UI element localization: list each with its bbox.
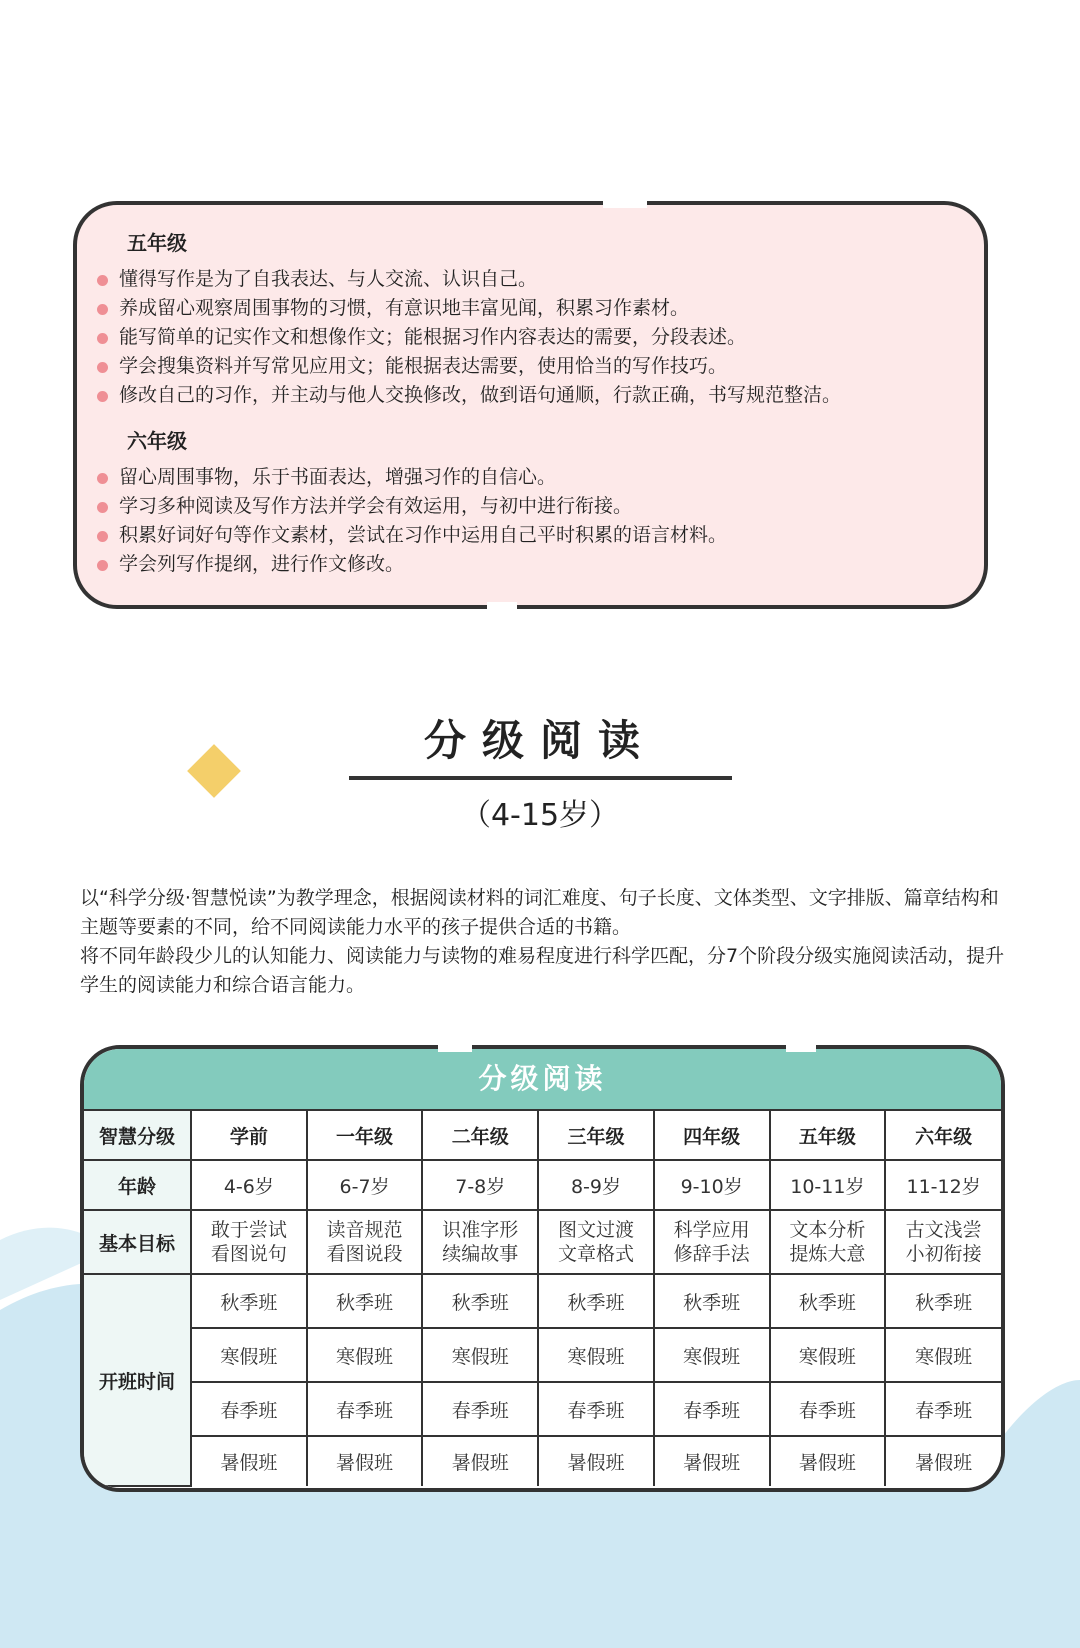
- grade-header-cell: 四年级: [654, 1110, 770, 1160]
- goal-line: 科学应用: [673, 1219, 750, 1241]
- goal-item: 修改自己的习作，并主动与他人交换修改，做到语句通顺，行款正确，书写规范整洁。: [97, 381, 841, 410]
- row-label-level: 智慧分级: [84, 1110, 191, 1160]
- card-border-gap: [438, 1042, 472, 1052]
- age-cell: 6-7岁: [307, 1160, 423, 1210]
- goal-line: 修辞手法: [673, 1243, 750, 1265]
- session-cell: 寒假班: [191, 1328, 307, 1382]
- age-cell: 11-12岁: [885, 1160, 1001, 1210]
- session-cell: 暑假班: [654, 1436, 770, 1486]
- session-cell: 秋季班: [422, 1274, 538, 1328]
- goal-line: 续编故事: [442, 1243, 519, 1265]
- session-cell: 寒假班: [770, 1328, 886, 1382]
- age-cell: 9-10岁: [654, 1160, 770, 1210]
- goal-line: 读音规范: [326, 1219, 403, 1241]
- session-cell: 暑假班: [191, 1436, 307, 1486]
- grade5-title: 五年级: [127, 231, 187, 255]
- grade-header-cell: 二年级: [422, 1110, 538, 1160]
- table-title: 分级阅读: [84, 1049, 1001, 1109]
- session-cell: 秋季班: [307, 1274, 423, 1328]
- session-cell: 暑假班: [422, 1436, 538, 1486]
- goal-cell: [307, 1210, 423, 1274]
- goal-item: 学习多种阅读及写作方法并学会有效运用，与初中进行衔接。: [97, 492, 727, 521]
- goal-line: 敢于尝试: [210, 1219, 287, 1241]
- goal-cell: [654, 1210, 770, 1274]
- goal-item: 留心周围事物，乐于书面表达，增强习作的自信心。: [97, 463, 727, 492]
- grade-header-cell: 一年级: [307, 1110, 423, 1160]
- goal-cell: [538, 1210, 654, 1274]
- title-underline: [349, 776, 732, 780]
- session-cell: 春季班: [654, 1382, 770, 1436]
- row-label-schedule: 开班时间: [84, 1274, 191, 1486]
- session-cell: 暑假班: [538, 1436, 654, 1486]
- session-cell: 寒假班: [307, 1328, 423, 1382]
- goal-item: 养成留心观察周围事物的习惯，有意识地丰富见闻，积累习作素材。: [97, 294, 841, 323]
- session-cell: 秋季班: [538, 1274, 654, 1328]
- session-cell: 秋季班: [770, 1274, 886, 1328]
- grade-header-cell: 五年级: [770, 1110, 886, 1160]
- goal-line: 识准字形: [442, 1219, 519, 1241]
- intro-paragraph: 将不同年龄段少儿的认知能力、阅读能力与读物的难易程度进行科学匹配，分7个阶段分级实施阅读活动，提升学生的阅读能力和综合语言能力。: [80, 945, 1005, 996]
- goal-line: 古文浅尝: [905, 1219, 982, 1241]
- goal-item: 积累好词好句等作文素材，尝试在习作中运用自己平时积累的语言材料。: [97, 521, 727, 550]
- session-cell: 寒假班: [654, 1328, 770, 1382]
- age-range-subtitle: （4-15岁）: [460, 798, 620, 833]
- session-cell: 寒假班: [538, 1328, 654, 1382]
- goal-cell: [885, 1210, 1001, 1274]
- grade-header-cell: 三年级: [538, 1110, 654, 1160]
- grade-goals-card: [73, 201, 988, 609]
- goal-line: 小初衔接: [905, 1243, 982, 1265]
- goal-cell: [770, 1210, 886, 1274]
- session-cell: 秋季班: [885, 1274, 1001, 1328]
- card-border-gap: [487, 602, 517, 612]
- session-cell: 春季班: [191, 1382, 307, 1436]
- intro-paragraph: 以“科学分级·智慧悦读”为教学理念，根据阅读材料的词汇难度、句子长度、文体类型、文字排版、篇章结构和主题等要素的不同，给不同阅读能力水平的孩子提供合适的书籍。: [80, 887, 999, 938]
- goal-line: 提炼大意: [789, 1243, 866, 1265]
- goal-item: 懂得写作是为了自我表达、与人交流、认识自己。: [97, 265, 841, 294]
- session-cell: 春季班: [885, 1382, 1001, 1436]
- goal-line: 文本分析: [789, 1219, 866, 1241]
- age-cell: 8-9岁: [538, 1160, 654, 1210]
- section-title: 分级阅读: [423, 716, 656, 765]
- card-border-gap: [603, 198, 647, 208]
- reading-levels-grid: [84, 1109, 1001, 1487]
- row-label-goal: 基本目标: [84, 1210, 191, 1274]
- session-cell: 春季班: [422, 1382, 538, 1436]
- session-cell: 寒假班: [422, 1328, 538, 1382]
- grade6-goal-list: [97, 463, 727, 579]
- session-cell: 暑假班: [885, 1436, 1001, 1486]
- goal-line: 看图说句: [210, 1243, 287, 1265]
- session-cell: 暑假班: [307, 1436, 423, 1486]
- age-cell: 10-11岁: [770, 1160, 886, 1210]
- goal-item: 能写简单的记实作文和想像作文；能根据习作内容表达的需要，分段表述。: [97, 323, 841, 352]
- grade-header-cell: 学前: [191, 1110, 307, 1160]
- graded-reading-table: [80, 1045, 1005, 1492]
- session-cell: 暑假班: [770, 1436, 886, 1486]
- session-cell: 秋季班: [191, 1274, 307, 1328]
- session-cell: 春季班: [307, 1382, 423, 1436]
- age-cell: 7-8岁: [422, 1160, 538, 1210]
- goal-line: 看图说段: [326, 1243, 403, 1265]
- intro-text: [80, 884, 1010, 1000]
- session-cell: 寒假班: [885, 1328, 1001, 1382]
- goal-cell: [422, 1210, 538, 1274]
- card-border-gap: [786, 1042, 816, 1052]
- age-cell: 4-6岁: [191, 1160, 307, 1210]
- session-cell: 春季班: [538, 1382, 654, 1436]
- goal-cell: [191, 1210, 307, 1274]
- session-cell: 秋季班: [654, 1274, 770, 1328]
- session-cell: 春季班: [770, 1382, 886, 1436]
- goal-item: 学会搜集资料并写常见应用文；能根据表达需要，使用恰当的写作技巧。: [97, 352, 841, 381]
- goal-line: 文章格式: [557, 1243, 634, 1265]
- goal-line: 图文过渡: [557, 1219, 634, 1241]
- grade-header-cell: 六年级: [885, 1110, 1001, 1160]
- goal-item: 学会列写作提纲，进行作文修改。: [97, 550, 727, 579]
- grade6-title: 六年级: [127, 429, 187, 453]
- row-label-age: 年龄: [84, 1160, 191, 1210]
- grade5-goal-list: [97, 265, 841, 410]
